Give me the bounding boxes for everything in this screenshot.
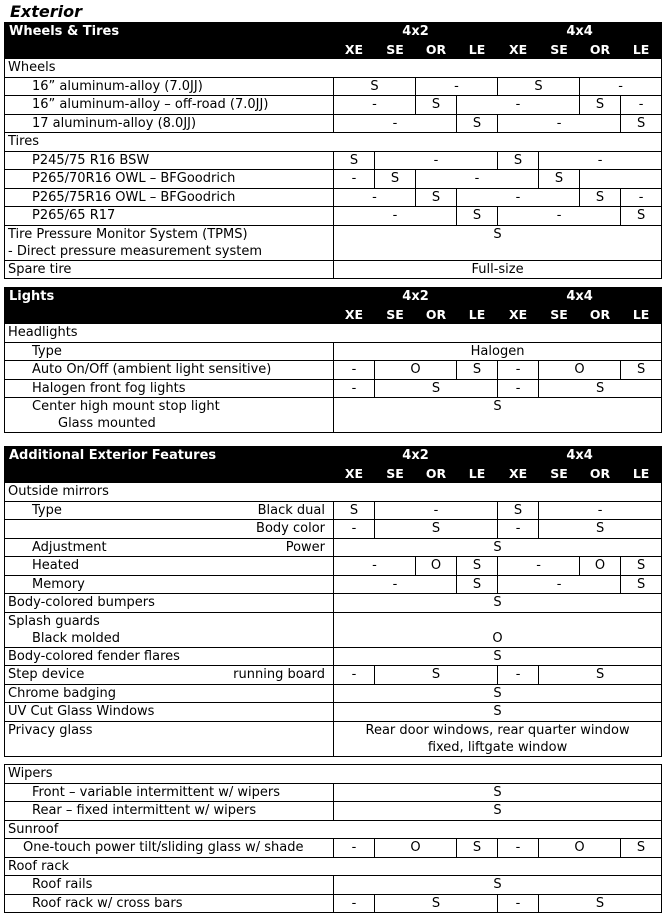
table-row [5, 557, 662, 576]
cell-value: S [580, 96, 621, 115]
cell-value: S [334, 802, 662, 821]
table-row [5, 133, 662, 152]
row-label: Chrome badging [5, 684, 334, 703]
cell-value: - [580, 77, 662, 96]
row-label [5, 612, 334, 647]
cell-value: S [334, 684, 662, 703]
cell-value: S [416, 188, 457, 207]
stop-light-label: Center high mount stop light [32, 399, 220, 414]
table-row [5, 783, 662, 802]
trim-xe: XE [334, 465, 375, 483]
row-label [5, 398, 334, 433]
cell-value: - [498, 666, 539, 685]
stop-light-sublabel: Glass mounted [58, 416, 156, 431]
table-row [5, 647, 662, 666]
cell-value: - [334, 207, 457, 226]
row-label: Wipers [5, 765, 662, 784]
table-row [5, 802, 662, 821]
table-row [5, 151, 662, 170]
row-label: 16” aluminum-alloy – off-road (7.0JJ) [5, 96, 334, 115]
misc-features-table [4, 764, 662, 913]
row-label [5, 520, 334, 539]
tpms-label: Tire Pressure Monitor System (TPMS) [8, 226, 248, 242]
table-row [5, 501, 662, 520]
row-label: Roof rails [5, 876, 334, 895]
table-row [5, 77, 662, 96]
cell-value: S [621, 575, 662, 594]
cell-value: - [334, 520, 375, 539]
trim-le: LE [457, 306, 498, 324]
group-4x4: 4x4 [498, 447, 662, 465]
table-row [5, 684, 662, 703]
row-label: Type [5, 342, 334, 361]
trim-le: LE [457, 465, 498, 483]
cell-value: S [334, 703, 662, 722]
row-label [5, 501, 334, 520]
trim-se: SE [539, 465, 580, 483]
black-molded-label: Black molded [32, 630, 121, 646]
cell-value: S [498, 77, 580, 96]
group-4x4: 4x4 [498, 288, 662, 306]
row-label: Body-colored bumpers [5, 594, 334, 613]
cell-value: - [621, 188, 662, 207]
trim-se: SE [539, 306, 580, 324]
trim-xe: XE [334, 41, 375, 59]
power-label: Power [285, 539, 325, 555]
cell-value: S [457, 361, 498, 380]
cell-value: S [621, 361, 662, 380]
cell-value: - [621, 96, 662, 115]
table-row [5, 876, 662, 895]
row-label: P265/75R16 OWL – BFGoodrich [5, 188, 334, 207]
cell-value: S [334, 538, 662, 557]
cell-value: S [539, 379, 662, 398]
cell-value: S [375, 520, 498, 539]
cell-value: S [334, 151, 375, 170]
table-row [5, 398, 662, 433]
tpms-sublabel: - Direct pressure measurement system [8, 243, 262, 259]
cell-value: - [498, 575, 621, 594]
row-label: Headlights [5, 324, 662, 343]
cell-value: S [580, 188, 621, 207]
running-board-label: running board [233, 667, 325, 682]
cell-value: O [580, 557, 621, 576]
cell-value: S [375, 170, 416, 189]
cell-value: - [498, 361, 539, 380]
cell-value: S [334, 783, 662, 802]
privacy-line-1: Rear door windows, rear quarter window [365, 722, 630, 738]
row-label: Heated [5, 557, 334, 576]
cell-value: - [334, 114, 457, 133]
table-row [5, 594, 662, 613]
row-label [5, 225, 334, 260]
table-row [5, 170, 662, 189]
table-row [5, 703, 662, 722]
splash-label: Splash guards [8, 613, 100, 629]
cell-value: O [539, 361, 621, 380]
cell-value: S [334, 647, 662, 666]
cell-value: - [457, 188, 580, 207]
row-label: Memory [5, 575, 334, 594]
row-label: Body-colored fender flares [5, 647, 334, 666]
cell-value: S [334, 594, 662, 613]
table-row [5, 839, 662, 858]
cell-value: - [457, 96, 580, 115]
trim-se: SE [375, 306, 416, 324]
cell-value: O [539, 839, 621, 858]
trim-se: SE [375, 465, 416, 483]
row-label: Outside mirrors [5, 483, 662, 502]
row-label: Front – variable intermittent w/ wipers [5, 783, 334, 802]
step-label: Step device [8, 667, 85, 683]
page-title: Exterior [10, 2, 83, 21]
trim-xe: XE [334, 306, 375, 324]
cell-value: - [498, 114, 621, 133]
trim-le: LE [621, 306, 662, 324]
table-row [5, 612, 662, 647]
cell-value: S [457, 207, 498, 226]
cell-value: S [539, 170, 580, 189]
cell-value: - [334, 379, 375, 398]
cell-value: - [334, 557, 416, 576]
cell-value: S [498, 501, 539, 520]
group-4x2: 4x2 [334, 23, 498, 41]
cell-value: S [457, 839, 498, 858]
table-row [5, 520, 662, 539]
table-row [5, 188, 662, 207]
cell-value: S [375, 894, 498, 913]
trim-le: LE [621, 41, 662, 59]
cell-value: - [334, 666, 375, 685]
trim-header-row [5, 306, 662, 324]
row-label: Privacy glass [5, 721, 334, 756]
row-label [5, 666, 334, 685]
cell-value: - [539, 151, 662, 170]
table-row [5, 538, 662, 557]
cell-value: - [375, 501, 498, 520]
table-row [5, 114, 662, 133]
cell-value: S [375, 666, 498, 685]
table-row [5, 666, 662, 685]
trim-or: OR [580, 465, 621, 483]
additional-features-table [4, 446, 662, 757]
privacy-line-2: fixed, liftgate window [427, 739, 568, 755]
cell-value: S [539, 894, 662, 913]
table-row [5, 857, 662, 876]
cell-value: S [334, 876, 662, 895]
row-label: P245/75 R16 BSW [5, 151, 334, 170]
row-label: 16” aluminum-alloy (7.0JJ) [5, 77, 334, 96]
cell-value: - [498, 379, 539, 398]
row-label [5, 538, 334, 557]
mirror-type-label: Type [32, 502, 62, 518]
table-row [5, 379, 662, 398]
trim-header-row [5, 465, 662, 483]
trim-or: OR [416, 306, 457, 324]
table-row [5, 324, 662, 343]
cell-value: - [334, 894, 375, 913]
row-label: Sunroof [5, 820, 662, 839]
cell-value: S [539, 666, 662, 685]
table-row [5, 207, 662, 226]
cell-value: - [334, 170, 375, 189]
cell-value: - [416, 170, 539, 189]
cell-value: - [334, 188, 416, 207]
section-title: Lights [5, 288, 334, 306]
cell-value: S [621, 839, 662, 858]
trim-or: OR [580, 306, 621, 324]
black-dual-label: Black dual [257, 502, 325, 518]
table-row [5, 225, 662, 260]
row-label: Rear – fixed intermittent w/ wipers [5, 802, 334, 821]
cell-value: - [498, 207, 621, 226]
cell-value: - [498, 557, 580, 576]
group-4x2: 4x2 [334, 288, 498, 306]
cell-value: O [375, 839, 457, 858]
cell-value: - [498, 839, 539, 858]
cell-value: S [375, 379, 498, 398]
cell-value: - [334, 839, 375, 858]
table-row [5, 59, 662, 78]
section-header-row [5, 23, 662, 41]
table-row [5, 575, 662, 594]
cell-value: - [498, 894, 539, 913]
section-header-row [5, 288, 662, 306]
table-row [5, 342, 662, 361]
table-row [5, 361, 662, 380]
table-row [5, 96, 662, 115]
cell-value: S [416, 96, 457, 115]
table-row [5, 820, 662, 839]
trim-or: OR [580, 41, 621, 59]
table-row [5, 894, 662, 913]
row-label: Wheels [5, 59, 662, 78]
cell-value: - [539, 501, 662, 520]
trim-xe: XE [498, 465, 539, 483]
cell-value: S [621, 557, 662, 576]
row-label: UV Cut Glass Windows [5, 703, 334, 722]
trim-le: LE [457, 41, 498, 59]
cell-value: O [416, 557, 457, 576]
table-row [5, 260, 662, 279]
cell-value: S [621, 114, 662, 133]
cell-value: - [416, 77, 498, 96]
row-label: 17 aluminum-alloy (8.0JJ) [5, 114, 334, 133]
table-row [5, 721, 662, 756]
cell-value: S [334, 225, 662, 260]
trim-xe: XE [498, 306, 539, 324]
table-row [5, 483, 662, 502]
row-label: Roof rack w/ cross bars [5, 894, 334, 913]
cell-value: S [457, 557, 498, 576]
cell-value: S [457, 575, 498, 594]
trim-xe: XE [498, 41, 539, 59]
cell-value: - [375, 151, 498, 170]
lights-table [4, 287, 662, 433]
section-header-row [5, 447, 662, 465]
cell-value: - [334, 361, 375, 380]
cell-value: O [334, 612, 662, 647]
row-label: Spare tire [5, 260, 334, 279]
cell-value: Halogen [334, 342, 662, 361]
row-label: Tires [5, 133, 662, 152]
group-4x4: 4x4 [498, 23, 662, 41]
wheels-tires-table [4, 22, 662, 279]
trim-se: SE [375, 41, 416, 59]
cell-value: S [498, 151, 539, 170]
row-label: P265/65 R17 [5, 207, 334, 226]
table-row [5, 765, 662, 784]
cell-value: Full-size [334, 260, 662, 279]
cell-value: S [334, 501, 375, 520]
row-label: Roof rack [5, 857, 662, 876]
cell-value: - [334, 96, 416, 115]
body-color-label: Body color [256, 521, 325, 536]
cell-value: S [621, 207, 662, 226]
cell-value: O [375, 361, 457, 380]
row-label: One-touch power tilt/sliding glass w/ shade [5, 839, 334, 858]
section-title: Wheels & Tires [5, 23, 334, 41]
section-title: Additional Exterior Features [5, 447, 334, 465]
trim-header-row [5, 41, 662, 59]
trim-or: OR [416, 41, 457, 59]
cell-value: S [334, 398, 662, 433]
adjustment-label: Adjustment [32, 539, 107, 555]
cell-value [334, 721, 662, 756]
cell-value: - [334, 575, 457, 594]
row-label: P265/70R16 OWL – BFGoodrich [5, 170, 334, 189]
row-label: Halogen front fog lights [5, 379, 334, 398]
cell-value: - [498, 520, 539, 539]
cell-value: S [457, 114, 498, 133]
trim-se: SE [539, 41, 580, 59]
trim-le: LE [621, 465, 662, 483]
group-4x2: 4x2 [334, 447, 498, 465]
row-label: Auto On/Off (ambient light sensitive) [5, 361, 334, 380]
cell-value: S [539, 520, 662, 539]
trim-or: OR [416, 465, 457, 483]
cell-value: S [334, 77, 416, 96]
